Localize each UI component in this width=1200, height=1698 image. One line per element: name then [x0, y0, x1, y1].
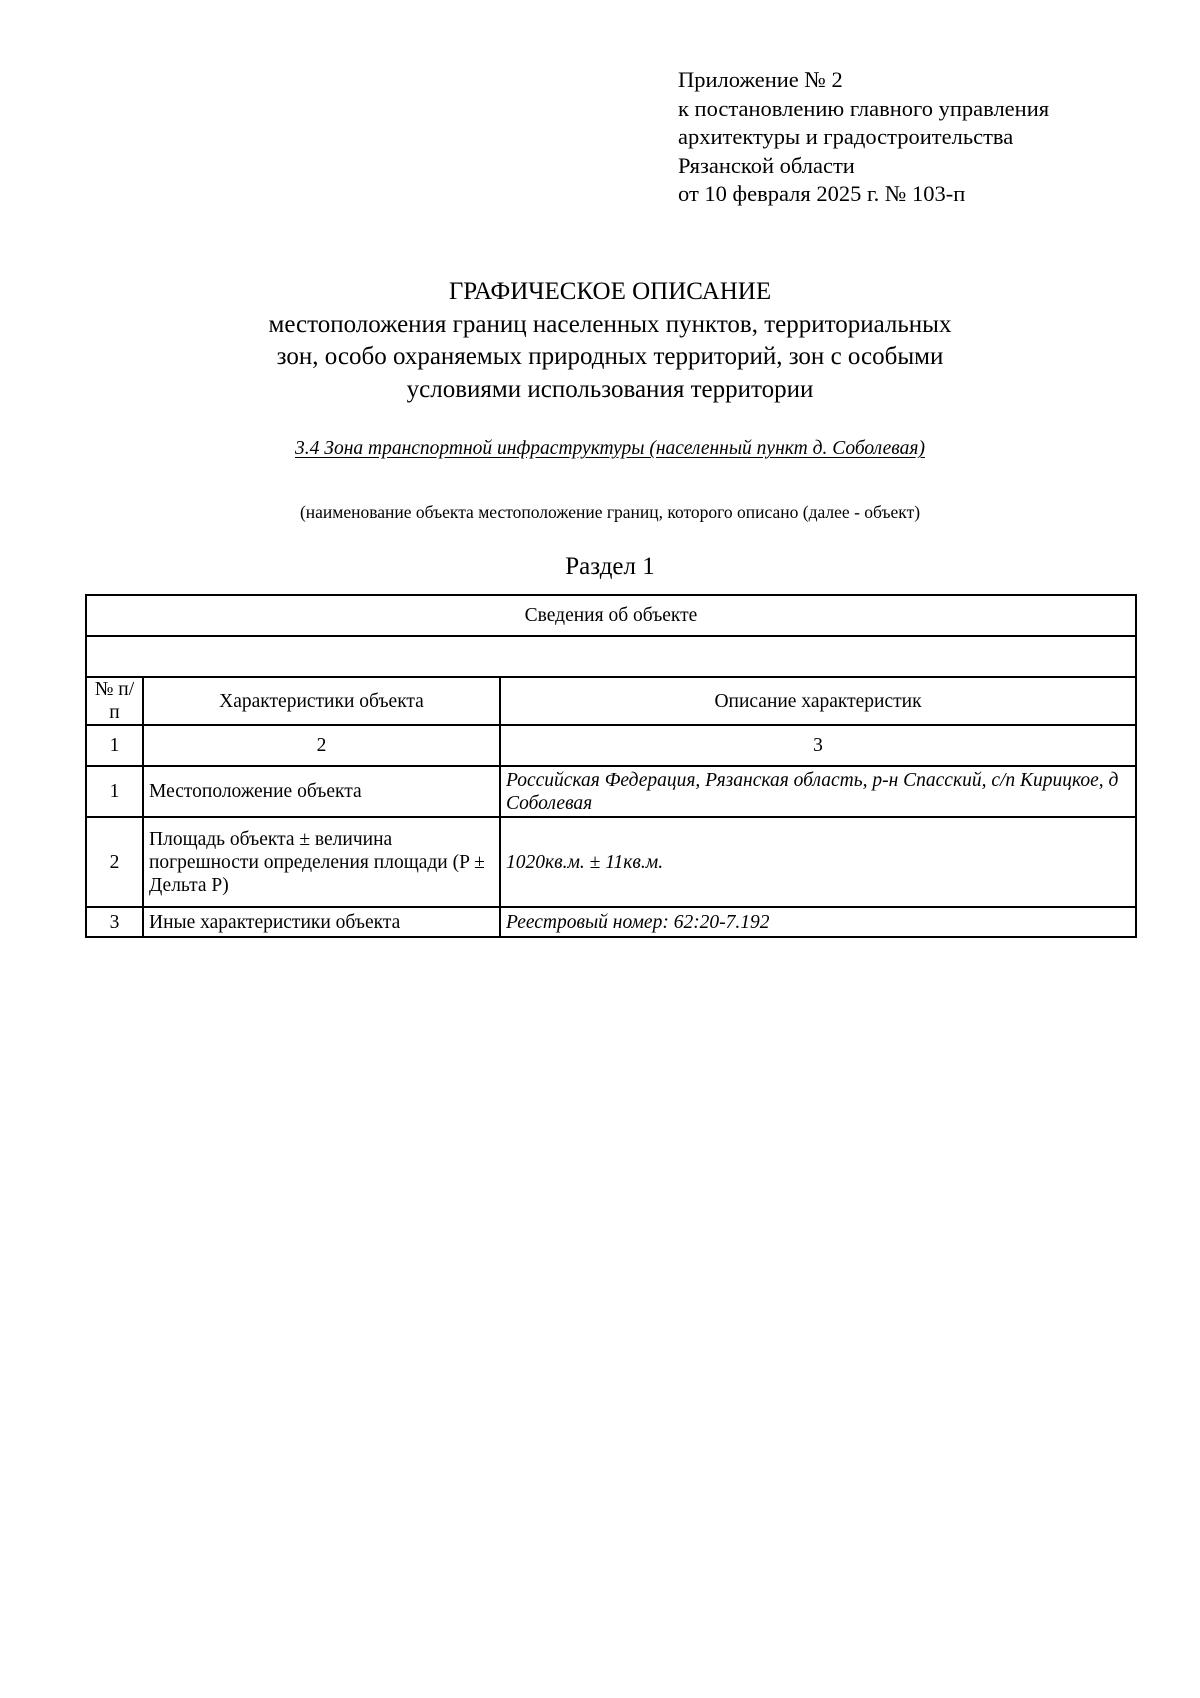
table-caption: Сведения об объекте [86, 595, 1136, 636]
object-info-table [85, 594, 1137, 938]
appendix-line: к постановлению главного управления [678, 95, 1050, 121]
object-caption: (наименование объекта местоположение границ, которого описано (далее - объект) [299, 502, 921, 522]
appendix-line: архитектуры и градостроительства [678, 124, 1014, 149]
document-title [0, 276, 1200, 406]
title-line: зон, особо охраняемых природных территорий, зон с особыми [276, 343, 944, 370]
table-row [86, 766, 1136, 817]
title-line: условиями использования территории [406, 375, 814, 403]
appendix-line: Рязанской области [678, 152, 855, 178]
row-num: 3 [86, 907, 143, 937]
column-index: 2 [143, 725, 500, 766]
row-characteristic: Площадь объекта ± величина погрешности определения площади (P ± Дельта P) [143, 817, 500, 907]
row-description: Реестровый номер: 62:20-7.192 [500, 907, 1136, 937]
table-caption-row [86, 595, 1136, 636]
object-name: 3.4 Зона транспортной инфраструктуры (населенный пункт д. Соболевая) [295, 438, 925, 459]
section-title: Раздел 1 [565, 553, 655, 580]
column-index: 3 [500, 725, 1136, 766]
row-num: 1 [86, 766, 143, 817]
column-index: 1 [86, 725, 143, 766]
header-num: № п/п [86, 677, 143, 725]
header-characteristics: Характеристики объекта [143, 677, 500, 725]
row-characteristic: Местоположение объекта [143, 766, 500, 817]
row-description: 1020кв.м. ± 11кв.м. [500, 817, 1136, 907]
table-empty-row [86, 636, 1136, 677]
row-num: 2 [86, 817, 143, 907]
row-characteristic: Иные характеристики объекта [143, 907, 500, 937]
appendix-line: Приложение № 2 [678, 67, 843, 92]
header-description: Описание характеристик [500, 677, 1136, 725]
table-row [86, 817, 1136, 907]
table-empty-cell [86, 636, 1136, 677]
row-description: Российская Федерация, Рязанская область, р-н Спасский, с/п Кирицкое, д Соболевая [500, 766, 1136, 817]
table-header-row [86, 677, 1136, 725]
appendix-line: от 10 февраля 2025 г. № 103-п [678, 181, 966, 206]
table-row [86, 907, 1136, 937]
appendix-header [678, 66, 1138, 209]
title-line: местоположения границ населенных пунктов, территориальных [268, 310, 952, 338]
title-heading: ГРАФИЧЕСКОЕ ОПИСАНИЕ [448, 278, 772, 305]
table-index-row [86, 725, 1136, 766]
